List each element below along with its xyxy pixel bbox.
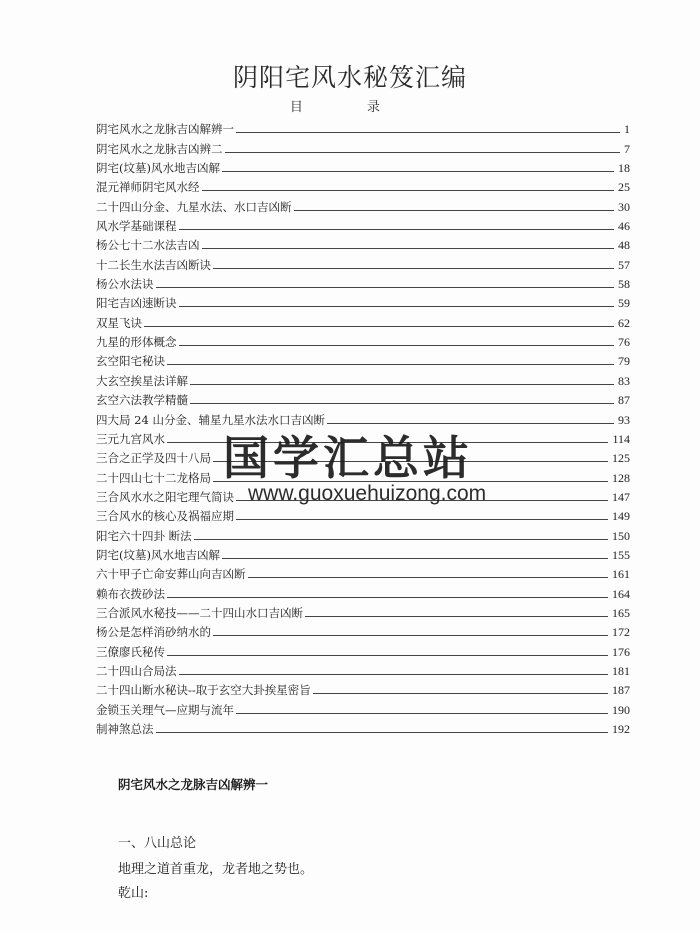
- toc-entry-title: 阴宅风水之龙脉吉凶辨二: [96, 141, 223, 156]
- toc-entry-title: 三合派风水秘技——二十四山水口吉凶断: [96, 605, 303, 620]
- toc-entry-title: 玄空阳宅秘诀: [96, 354, 165, 369]
- toc-entry[interactable]: [96, 562, 630, 581]
- toc-entry-page-number: 181: [612, 663, 630, 678]
- toc-leader-line: [156, 287, 615, 288]
- toc-entry[interactable]: [96, 388, 630, 407]
- toc-entry-title: 二十四山断水秘诀--取于玄空大卦挨星密旨: [96, 683, 311, 698]
- toc-entry-page-number: 93: [618, 412, 630, 427]
- toc-leader-line: [202, 190, 615, 191]
- toc-leader-line: [222, 558, 608, 559]
- toc-entry-title: 阳宅吉凶速断诀: [96, 296, 177, 311]
- toc-leader-line: [236, 519, 608, 520]
- toc-entry-page-number: 190: [612, 702, 630, 717]
- toc-entry-page-number: 155: [612, 547, 630, 562]
- toc-entry-page-number: 87: [618, 393, 630, 408]
- toc-entry-page-number: 30: [618, 199, 630, 214]
- toc-leader-line: [222, 171, 614, 172]
- toc-entry[interactable]: [96, 272, 630, 291]
- toc-entry[interactable]: [96, 717, 630, 736]
- toc-entry-page-number: 58: [618, 277, 630, 292]
- toc-entry-page-number: 147: [612, 489, 630, 504]
- toc-entry-title: 阴宅风水之龙脉吉凶解辨一: [96, 122, 234, 137]
- toc-entry-page-number: 76: [618, 335, 630, 350]
- body-paragraph: 地理之道首重龙，龙者地之势也。: [118, 862, 314, 877]
- section-title: 阴宅风水之龙脉吉凶解辨一: [118, 777, 269, 792]
- toc-leader-line: [156, 732, 609, 733]
- toc-entry[interactable]: [96, 252, 630, 271]
- toc-leader-line: [179, 306, 615, 307]
- toc-entry[interactable]: [96, 291, 630, 310]
- toc-entry-title: 三合风水的核心及祸福应期: [96, 509, 234, 524]
- toc-entry-page-number: 46: [618, 219, 630, 234]
- watermark-url: www.guoxuehuizong.com: [248, 482, 487, 505]
- toc-entry[interactable]: [96, 523, 630, 542]
- toc-entry-title: 阴宅(坟墓)风水地吉凶解: [96, 161, 220, 176]
- toc-entry[interactable]: [96, 233, 630, 252]
- toc-entry-title: 十二长生水法吉凶断诀: [96, 257, 211, 272]
- toc-entry[interactable]: [96, 678, 630, 697]
- toc-entry[interactable]: [96, 543, 630, 562]
- toc-leader-line: [167, 655, 608, 656]
- toc-entry-title: 三合风水水之阳宅理气简诀: [96, 489, 234, 504]
- toc-entry-page-number: 164: [612, 586, 630, 601]
- toc-entry-page-number: 7: [624, 141, 630, 156]
- toc-leader-line: [179, 674, 609, 675]
- toc-entry-title: 金锁玉关理气—应期与流年: [96, 702, 234, 717]
- toc-entry-title: 赖布衣拨砂法: [96, 586, 165, 601]
- toc-entry-title: 三元九宫风水: [96, 431, 165, 446]
- toc-leader-line: [236, 713, 608, 714]
- toc-entry-page-number: 83: [618, 373, 630, 388]
- toc-leader-line: [179, 229, 615, 230]
- toc-entry[interactable]: [96, 136, 630, 155]
- toc-entry-title: 风水学基础课程: [96, 219, 177, 234]
- toc-entry[interactable]: [96, 330, 630, 349]
- toc-leader-line: [190, 384, 614, 385]
- toc-entry[interactable]: [96, 581, 630, 600]
- toc-entry-page-number: 114: [612, 431, 630, 446]
- toc-entry-title: 制神煞总法: [96, 722, 154, 736]
- toc-entry-page-number: 172: [612, 625, 630, 640]
- toc-entry[interactable]: [96, 504, 630, 523]
- document-title: 阴阳宅风水秘笈汇编: [232, 63, 467, 92]
- toc-leader-line: [194, 539, 608, 540]
- toc-entry-page-number: 149: [612, 509, 630, 524]
- toc-leader-line: [167, 364, 614, 365]
- toc-entry-title: 玄空六法教学精髓: [96, 393, 188, 408]
- toc-entry-page-number: 48: [618, 238, 630, 253]
- toc-entry-title: 二十四山合局法: [96, 663, 177, 678]
- toc-entry-title: 六十甲子亡命安葬山向吉凶断: [96, 567, 246, 582]
- toc-entry-title: 杨公七十二水法吉凶: [96, 238, 200, 253]
- toc-leader-line: [248, 577, 609, 578]
- toc-leader-line: [236, 132, 620, 133]
- toc-entry[interactable]: [96, 214, 630, 233]
- toc-leader-line: [167, 597, 608, 598]
- toc-entry-title: 混元禅师阴宅风水经: [96, 180, 200, 195]
- toc-entry-page-number: 57: [618, 257, 630, 272]
- toc-entry[interactable]: [96, 175, 630, 194]
- toc-entry-title: 二十四山七十二龙格局: [96, 470, 211, 485]
- watermark-logo-text: 国学汇总站: [223, 431, 473, 485]
- toc-leader-line: [305, 616, 608, 617]
- toc-entry-page-number: 125: [612, 451, 630, 466]
- toc-entry[interactable]: [96, 117, 630, 136]
- toc-leader-line: [144, 326, 614, 327]
- body-paragraph: 乾山:: [118, 886, 149, 901]
- toc-entry[interactable]: [96, 310, 630, 329]
- toc-entry-page-number: 192: [612, 722, 630, 736]
- toc-entry[interactable]: [96, 697, 630, 716]
- toc-entry-title: 三僚廖氏秘传: [96, 644, 165, 659]
- toc-entry-page-number: 79: [618, 354, 630, 369]
- toc-entry-page-number: 1: [624, 122, 630, 137]
- toc-entry-title: 二十四山分金、九星水法、水口吉凶断: [96, 199, 292, 214]
- toc-entry[interactable]: [96, 349, 630, 368]
- toc-entry[interactable]: [96, 156, 630, 175]
- toc-entry[interactable]: [96, 601, 630, 620]
- toc-entry-title: 九星的形体概念: [96, 335, 177, 350]
- toc-entry-title: 杨公是怎样消砂纳水的: [96, 625, 211, 640]
- toc-leader-line: [313, 693, 608, 694]
- toc-entry[interactable]: [96, 194, 630, 213]
- toc-leader-line: [213, 268, 614, 269]
- toc-entry[interactable]: [96, 659, 630, 678]
- toc-entry-title: 阳宅六十四卦 断法: [96, 528, 192, 543]
- toc-entry-title: 双星飞诀: [96, 315, 142, 330]
- sub-heading: 一、八山总论: [118, 836, 197, 851]
- toc-entry[interactable]: [96, 368, 630, 387]
- toc-entry-title: 四大局 24 山分金、辅星九星水法水口吉凶断: [96, 412, 325, 427]
- toc-entry-page-number: 25: [618, 180, 630, 195]
- toc-entry[interactable]: [96, 639, 630, 658]
- toc-entry-page-number: 128: [612, 470, 630, 485]
- toc-entry-page-number: 59: [618, 296, 630, 311]
- toc-leader-line: [225, 152, 621, 153]
- toc-entry-page-number: 18: [618, 161, 630, 176]
- toc-entry[interactable]: [96, 620, 630, 639]
- toc-leader-line: [179, 345, 615, 346]
- toc-leader-line: [213, 635, 608, 636]
- toc-entry-page-number: 165: [612, 605, 630, 620]
- toc-entry-page-number: 161: [612, 567, 630, 582]
- toc-entry-page-number: 187: [612, 683, 630, 698]
- toc-entry-title: 杨公水法诀: [96, 277, 154, 292]
- toc-entry-title: 阴宅(坟墓)风水地吉凶解: [96, 547, 220, 562]
- toc-entry-page-number: 62: [618, 315, 630, 330]
- toc-leader-line: [190, 403, 614, 404]
- toc-heading: 目 录: [289, 100, 411, 115]
- toc-leader-line: [294, 210, 615, 211]
- toc-entry-page-number: 150: [612, 528, 630, 543]
- toc-entry-title: 三合之正学及四十八局: [96, 451, 211, 466]
- toc-leader-line: [202, 248, 615, 249]
- toc-entry-title: 大玄空挨星法详解: [96, 373, 188, 388]
- toc-entry-page-number: 176: [612, 644, 630, 659]
